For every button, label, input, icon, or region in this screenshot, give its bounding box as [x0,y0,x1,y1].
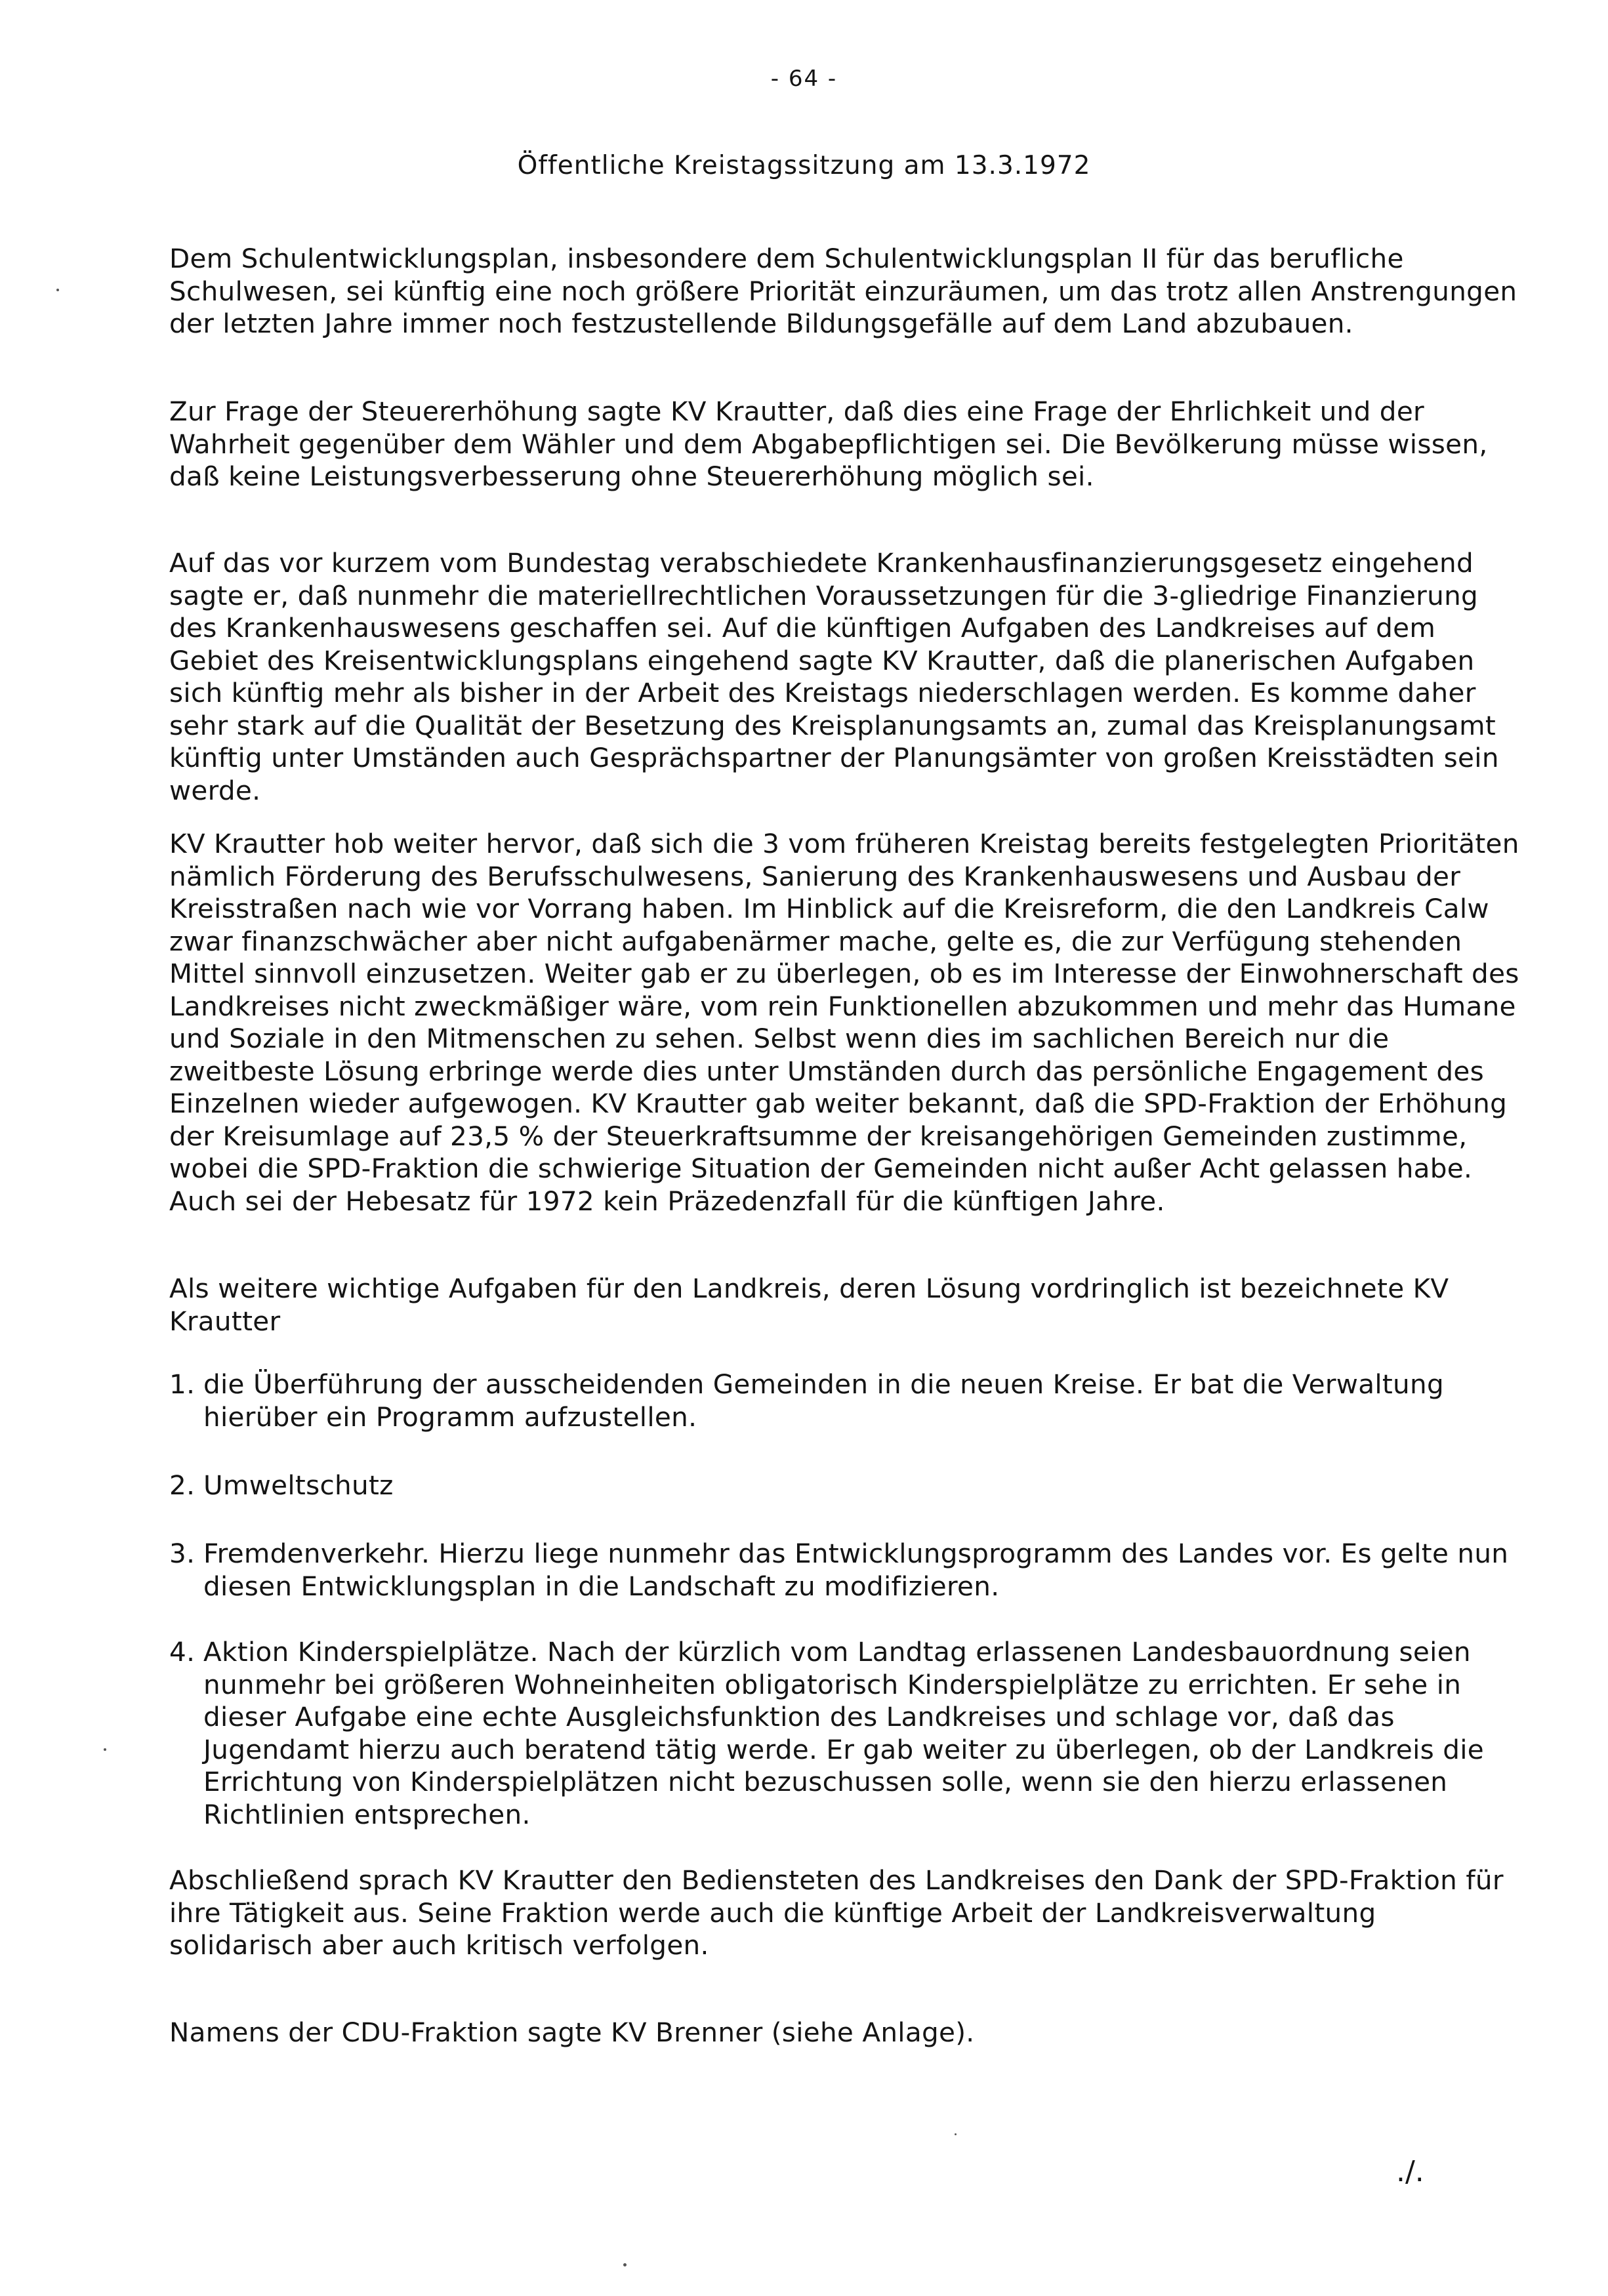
list-number: 3. [169,1538,196,1569]
scan-speck [104,1748,106,1751]
paragraph-tax-increase: Zur Frage der Steuererhöhung sagte KV Krautter, daß dies eine Frage der Ehrlichkeit und der Wahrheit gegenüber dem Wähler und dem Abgabepflichtigen sei. Die Bevölkerung müsse wissen, daß keine Leistungsverbesserung ohne Steuererhöhung möglich sei. [169,396,1488,492]
list-number: 1. [169,1368,196,1400]
list-text: Umweltschutz [203,1469,394,1501]
list-number: 2. [169,1469,196,1501]
scan-speck [955,2133,957,2135]
list-text: Aktion Kinderspielplätze. Nach der kürzlich vom Landtag erlassenen Landesbauordnung seien nunmehr bei größeren Wohneinheiten obligatorisch Kinderspielplätze zu errichten. Er sehe in dieser Aufgabe eine echte Ausgleichsfunktion des Landkreises und schlage vor, daß das Jugendamt hierzu auch beratend tätig werde. Er gab weiter zu überlegen, ob der Landkreis die Errichtung von Kinderspielplätzen nicht bezuschussen solle, wenn sie den hierzu erlassenen Richtlinien entsprechen. [203,1636,1485,1830]
paragraph-priorities: KV Krautter hob weiter hervor, daß sich die 3 vom früheren Kreistag bereits festgelegten Prioritäten nämlich Förderung des Berufsschulwesens, Sanierung des Krankenhauswesens und Ausbau der Kreisstraßen nach wie vor Vorrang haben. Im Hinblick auf die Kreisreform, die den Landkreis Calw zwar finanzschwächer aber nicht aufgabenärmer mache, gelte es, die zur Verfügung stehenden Mittel sinnvoll einzusetzen. Weiter gab er zu überlegen, ob es im Interesse der Einwohnerschaft des Landkreises nicht zweckmäßiger wäre, vom rein Funktionellen abzukommen und mehr das Humane und Soziale in den Mitmenschen zu sehen. Selbst wenn dies im sachlichen Bereich nur die zweitbeste Lösung erbringe werde dies unter Umständen durch das persönliche Engagement des Einzelnen wieder aufgewogen. KV Krautter gab weiter bekannt, daß die SPD-Fraktion der Erhöhung der Kreisumlage auf 23,5 % der Steuerkraftsumme der kreisangehörigen Gemeinden zustimme, wobei die SPD-Fraktion die schwierige Situation der Gemeinden nicht außer Acht gelassen habe. Auch sei der Hebesatz für 1972 kein Präzedenzfall für die künftigen Jahre. [169,828,1519,1217]
document-title: Öffentliche Kreistagssitzung am 13.3.1972 [517,151,1091,180]
paragraph-hospital-financing: Auf das vor kurzem vom Bundestag verabschiedete Krankenhausfinanzierungsgesetz eingehend sagte er, daß nunmehr die materiellrechtlichen Voraussetzungen für die 3-gliedrige Finanzierung des Krankenhauswesens geschaffen sei. Auf die künftigen Aufgaben des Landkreises auf dem Gebiet des Kreisentwicklungsplans eingehend sagte KV Krautter, daß die planerischen Aufgaben sich künftig mehr als bisher in der Arbeit des Kreistags niederschlagen werden. Es komme daher sehr stark auf die Qualität der Besetzung des Kreisplanungsamts an, zumal das Kreisplanungsamt künftig unter Umständen auch Gesprächspartner der Planungsämter von großen Kreisstädten sein werde. [169,547,1499,806]
list-number: 4. [169,1636,196,1668]
paragraph-further-tasks: Als weitere wichtige Aufgaben für den Landkreis, deren Lösung vordringlich ist bezeichnete KV Krautter [169,1273,1449,1337]
list-item [169,1636,1521,1831]
paragraph-cdu-statement: Namens der CDU-Fraktion sagte KV Brenner (siehe Anlage). [169,2017,975,2048]
page-number: - 64 - [770,66,838,92]
list-item [169,1469,1521,1502]
list-item [169,1368,1521,1433]
scan-speck [623,2263,627,2266]
scan-speck [56,289,59,291]
continuation-mark: ./. [1396,2155,1424,2188]
paragraph-closing-thanks: Abschließend sprach KV Krautter den Bediensteten des Landkreises den Dank der SPD-Fraktion für ihre Tätigkeit aus. Seine Fraktion werde auch die künftige Arbeit der Landkreisverwaltung solidarisch aber auch kritisch verfolgen. [169,1864,1504,1961]
list-item [169,1538,1521,1603]
list-text: Fremdenverkehr. Hierzu liege nunmehr das Entwicklungsprogramm des Landes vor. Es gelte nun diesen Entwicklungsplan in die Landschaft zu modifizieren. [203,1538,1509,1602]
paragraph-school-plan: Dem Schulentwicklungsplan, insbesondere dem Schulentwicklungsplan II für das berufliche Schulwesen, sei künftig eine noch größere Priorität einzuräumen, um das trotz allen Anstrengungen der letzten Jahre immer noch festzustellende Bildungsgefälle auf dem Land abzubauen. [169,243,1517,339]
list-text: die Überführung der ausscheidenden Gemeinden in die neuen Kreise. Er bat die Verwaltung hierüber ein Programm aufzustellen. [203,1368,1444,1433]
